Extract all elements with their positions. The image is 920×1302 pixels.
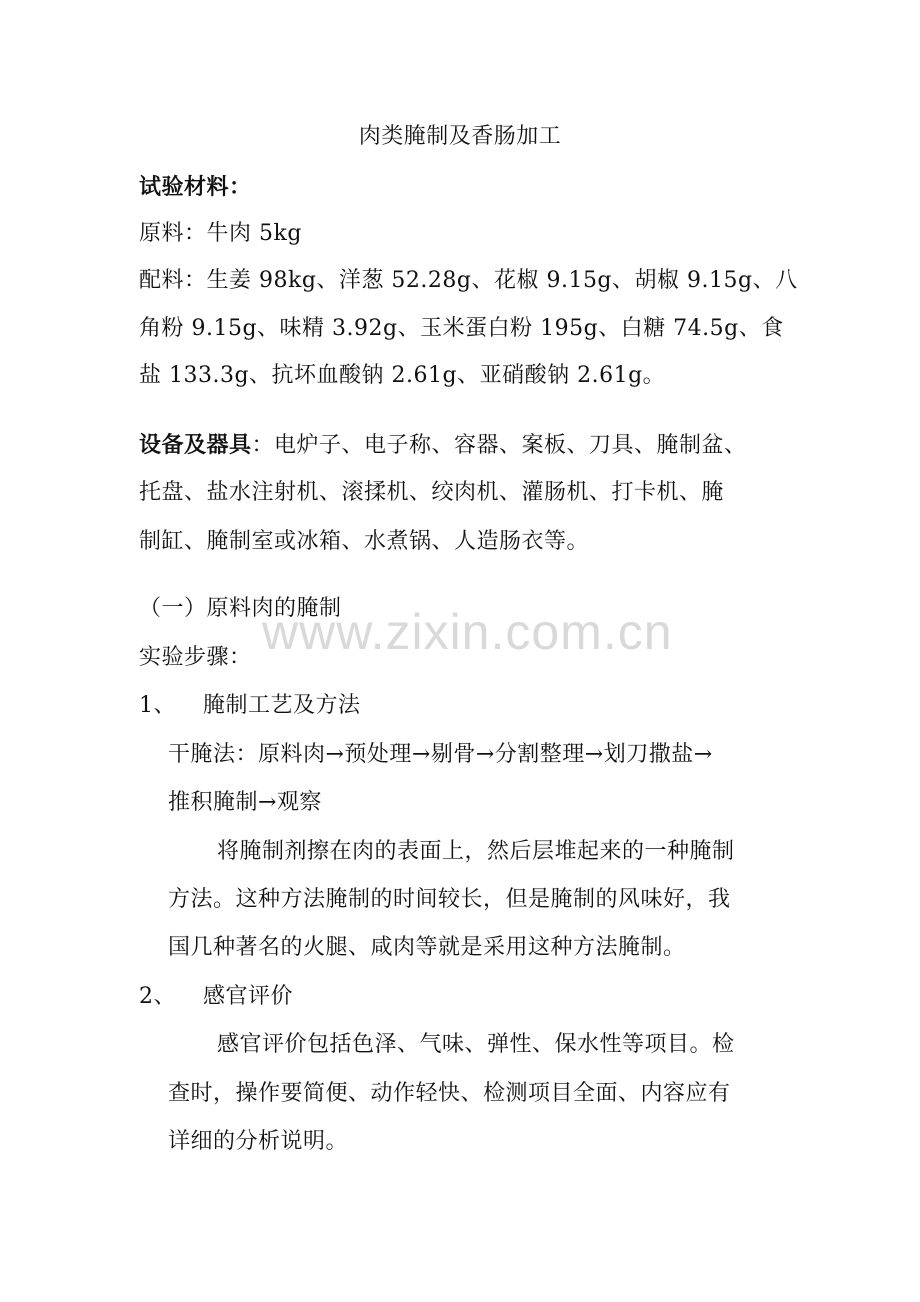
dry-cure-desc-line-2: 方法。这种方法腌制的时间较长，但是腌制的风味好，我 [168, 887, 731, 912]
steps-heading: 实验步骤： [139, 645, 252, 670]
document-title: 肉类腌制及香肠加工 [358, 124, 562, 149]
equipment-text-1: ：电炉子、电子称、容器、案板、刀具、腌制盆、 [251, 433, 747, 458]
equipment-line-2: 托盘、盐水注射机、滚揉机、绞肉机、灌肠机、打卡机、腌 [139, 480, 725, 505]
dry-cure-line-1: 干腌法：原料肉→预处理→剔骨→分割整理→划刀撒盐→ [168, 742, 713, 767]
step2-number: 2、 [139, 984, 176, 1009]
ingredients-line-1: 配料：生姜 98kg、洋葱 52.28g、花椒 9.15g、胡椒 9.15g、八 [139, 268, 798, 293]
watermark-text: www.zixin.com.cn [262, 604, 673, 660]
materials-heading: 试验材料： [139, 174, 252, 200]
equipment-line-3: 制缸、腌制室或冰箱、水煮锅、人造肠衣等。 [139, 529, 590, 554]
section-one-heading: （一）原料肉的腌制 [139, 596, 342, 621]
equipment-label: 设备及器具 [139, 432, 252, 458]
sensory-line-2: 查时，操作要简便、动作轻快、检测项目全面、内容应有 [168, 1081, 731, 1106]
dry-cure-desc-line-1: 将腌制剂擦在肉的表面上，然后层堆起来的一种腌制 [217, 839, 735, 864]
sensory-line-3: 详细的分析说明。 [168, 1129, 349, 1154]
raw-material-line: 原料：牛肉 5kg [139, 221, 302, 246]
step1-title: 腌制工艺及方法 [203, 693, 361, 718]
dry-cure-line-2: 推积腌制→观察 [168, 790, 322, 815]
ingredients-line-3: 盐 133.3g、抗坏血酸钠 2.61g、亚硝酸钠 2.61g。 [139, 363, 666, 388]
step2-title: 感官评价 [203, 984, 294, 1009]
sensory-line-1: 感官评价包括色泽、气味、弹性、保水性等项目。检 [217, 1032, 735, 1057]
dry-cure-desc-line-3: 国几种著名的火腿、咸肉等就是采用这种方法腌制。 [168, 935, 686, 960]
step1-number: 1、 [139, 693, 176, 718]
ingredients-line-2: 角粉 9.15g、味精 3.92g、玉米蛋白粉 195g、白糖 74.5g、食 [139, 316, 784, 341]
equipment-line-1 [139, 430, 747, 461]
